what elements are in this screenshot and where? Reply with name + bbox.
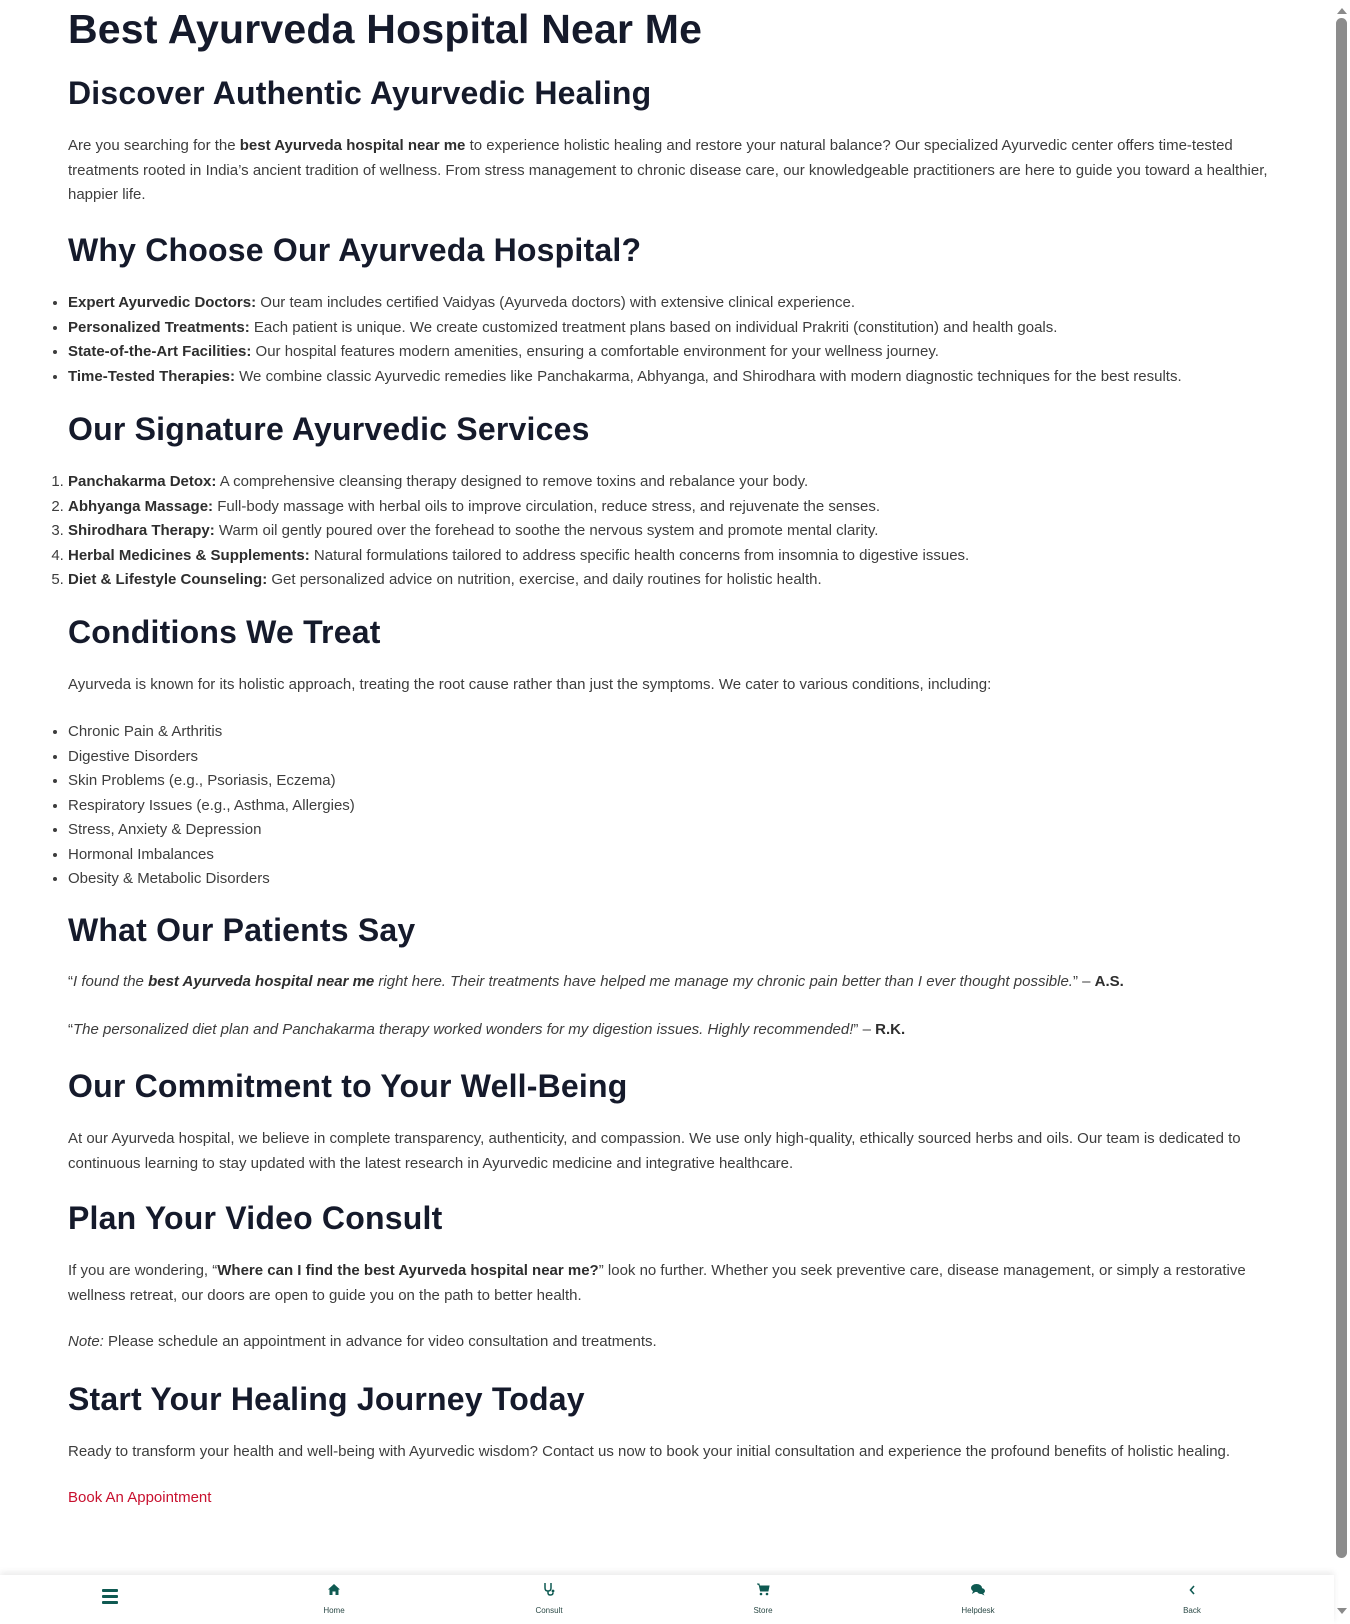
list-item: 1. Panchakarma Detox: A comprehensive cleansing therapy designed to remove toxins and rebalance your body. [68, 470, 1278, 495]
list-item: • Expert Ayurvedic Doctors: Our team includes certified Vaidyas (Ayurveda doctors) with extensive clinical experience. [68, 291, 1278, 316]
testimonial-author: A.S. [1094, 973, 1124, 990]
stethoscope-icon [509, 1580, 589, 1602]
nav-store[interactable]: Store [723, 1575, 803, 1615]
conditions-list-wrap [68, 720, 1278, 892]
nav-back[interactable]: Back [1152, 1575, 1232, 1615]
scroll-up-arrow-icon[interactable] [1337, 8, 1347, 14]
section-heading-start: Start Your Healing Journey Today [68, 1381, 585, 1417]
bottom-navigation-bar [0, 1575, 1334, 1624]
list-item: 5. Diet & Lifestyle Counseling: Get personalized advice on nutrition, exercise, and daily routines for holistic health. [68, 568, 1278, 593]
commitment-paragraph: At our Ayurveda hospital, we believe in complete transparency, authenticity, and compassion. We use only high-quality, ethically sourced herbs and oils. Our team is dedicated to continuous learning to stay updated with the latest research in Ayurvedic medicine and integrative healthcare. [68, 1130, 1241, 1172]
list-item: • Stress, Anxiety & Depression [68, 818, 1278, 843]
list-item: • Digestive Disorders [68, 745, 1278, 770]
book-appointment-link[interactable]: Book An Appointment [68, 1489, 212, 1506]
nav-home[interactable]: Home [294, 1575, 374, 1615]
nav-helpdesk[interactable]: Helpdesk [938, 1575, 1018, 1615]
list-item: • Time-Tested Therapies: We combine classic Ayurvedic remedies like Panchakarma, Abhyanga, and Shirodhara with modern diagnostic techniques for the best results. [68, 365, 1278, 390]
testimonial-author: R.K. [875, 1021, 906, 1038]
start-paragraph: Ready to transform your health and well-being with Ayurvedic wisdom? Contact us now to book your initial consultation and experience the profound benefits of holistic healing. [68, 1443, 1231, 1460]
consult-note: Note: Please schedule an appointment in advance for video consultation and treatments. [68, 1333, 657, 1350]
conditions-list [68, 720, 1278, 892]
section-heading-why: Why Choose Our Ayurveda Hospital? [68, 232, 642, 268]
section-heading-conditions: Conditions We Treat [68, 614, 381, 650]
list-item: • Chronic Pain & Arthritis [68, 720, 1278, 745]
chat-bubbles-icon [938, 1580, 1018, 1602]
section-heading-discover: Discover Authentic Ayurvedic Healing [68, 75, 652, 111]
section-heading-commitment: Our Commitment to Your Well-Being [68, 1068, 628, 1104]
section-heading-testimonials: What Our Patients Say [68, 912, 416, 948]
cart-icon [723, 1580, 803, 1602]
list-item: • Respiratory Issues (e.g., Asthma, Allergies) [68, 794, 1278, 819]
scroll-down-arrow-icon[interactable] [1337, 1608, 1347, 1614]
page-title: Best Ayurveda Hospital Near Me [68, 6, 703, 52]
services-list-wrap [68, 470, 1278, 593]
list-item: • Personalized Treatments: Each patient is unique. We create customized treatment plans based on individual Prakriti (constitution) and health goals. [68, 316, 1278, 341]
section-heading-services: Our Signature Ayurvedic Services [68, 411, 590, 447]
cta-wrap [68, 1486, 1278, 1511]
chevron-left-icon [1152, 1580, 1232, 1602]
vertical-scrollbar[interactable] [1334, 0, 1350, 1624]
section-heading-consult: Plan Your Video Consult [68, 1200, 443, 1236]
list-item: • Hormonal Imbalances [68, 843, 1278, 868]
hamburger-icon[interactable] [102, 1589, 118, 1607]
why-list [68, 291, 1278, 389]
nav-consult[interactable]: Consult [509, 1575, 589, 1615]
why-list-wrap [68, 291, 1278, 389]
list-item: • Skin Problems (e.g., Psoriasis, Eczema) [68, 769, 1278, 794]
testimonial-2: “The personalized diet plan and Panchakarma therapy worked wonders for my digestion issues. Highly recommended!” – R.K. [68, 1021, 906, 1038]
discover-paragraph: Are you searching for the best Ayurveda hospital near me to experience holistic healing and restore your natural balance? Our specialized Ayurvedic center offers time-tested treatments rooted in India’s ancient tradition of wellness. From stress management to chronic disease care, our knowledgeable practitioners are here to guide you toward a healthier, happier life. [68, 137, 1268, 203]
scrollbar-thumb[interactable] [1336, 18, 1347, 1558]
list-item: • State-of-the-Art Facilities: Our hospital features modern amenities, ensuring a comfortable environment for your wellness journey. [68, 340, 1278, 365]
list-item: • Obesity & Metabolic Disorders [68, 867, 1278, 892]
keyword-bold: best Ayurveda hospital near me [239, 137, 466, 154]
list-item: 3. Shirodhara Therapy: Warm oil gently poured over the forehead to soothe the nervous system and promote mental clarity. [68, 519, 1278, 544]
consult-paragraph: If you are wondering, “Where can I find the best Ayurveda hospital near me?” look no further. Whether you seek preventive care, disease management, or simply a restorative wellness retreat, our doors are open to guide you on the path to better health. [68, 1262, 1246, 1304]
home-icon [294, 1580, 374, 1602]
conditions-intro: Ayurveda is known for its holistic approach, treating the root cause rather than just the symptoms. We cater to various conditions, including: [68, 676, 992, 693]
list-item: 4. Herbal Medicines & Supplements: Natural formulations tailored to address specific health concerns from insomnia to digestive issues. [68, 544, 1278, 569]
services-list [68, 470, 1278, 593]
list-item: 2. Abhyanga Massage: Full-body massage with herbal oils to improve circulation, reduce stress, and rejuvenate the senses. [68, 495, 1278, 520]
testimonial-1: “I found the best Ayurveda hospital near me right here. Their treatments have helped me manage my chronic pain better than I ever thought possible.” – A.S. [68, 973, 1124, 990]
